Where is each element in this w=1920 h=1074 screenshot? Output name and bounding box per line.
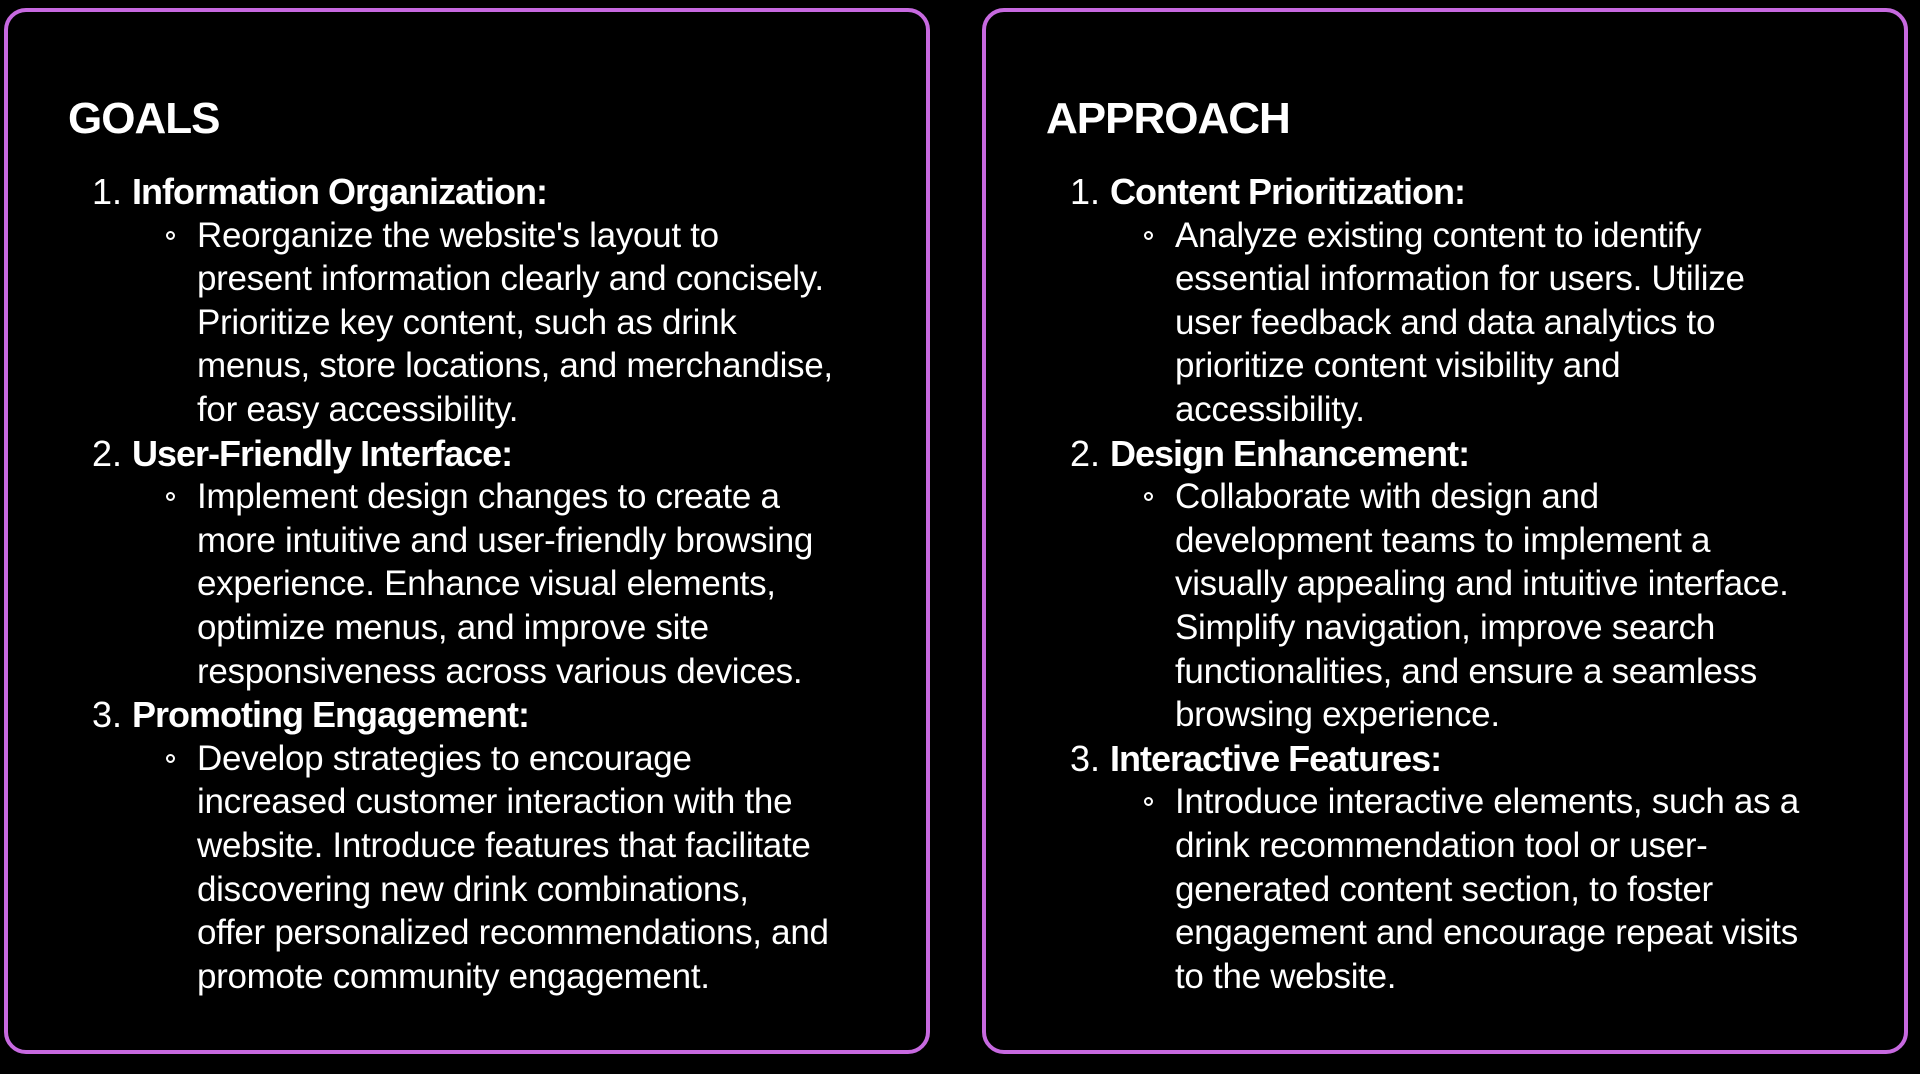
description-line: present information clearly and concisely. [197, 259, 824, 299]
item-description [197, 214, 896, 432]
goals-title: GOALS [68, 94, 220, 143]
description-line: drink recommendation tool or user- [1175, 825, 1708, 865]
description-line: promote community engagement. [197, 956, 710, 996]
item-heading: Content Prioritization: [1110, 171, 1465, 212]
description-line: Implement design changes to create a [197, 477, 780, 517]
item-description [1175, 475, 1874, 737]
approach-title: APPROACH [1046, 94, 1290, 143]
description-line: experience. Enhance visual elements, [197, 564, 776, 604]
description-line: Collaborate with design and [1175, 477, 1599, 517]
item-description [197, 737, 896, 999]
item-description [197, 475, 896, 693]
description-line: generated content section, to foster [1175, 869, 1713, 909]
item-heading: Promoting Engagement: [132, 694, 530, 736]
hollow-bullet-icon [1144, 797, 1153, 806]
description-line: browsing experience. [1175, 695, 1500, 735]
description-line: discovering new drink combinations, [197, 869, 749, 909]
description-line: Prioritize key content, such as drink [197, 302, 737, 342]
goals-list [92, 170, 896, 998]
approach-list [1070, 170, 1874, 998]
item-heading: Design Enhancement: [1110, 432, 1470, 474]
description-line: Introduce interactive elements, such as a [1175, 782, 1799, 822]
description-line: engagement and encourage repeat visits [1175, 913, 1798, 953]
description-line: to the website. [1175, 956, 1397, 996]
description-line: user feedback and data analytics to [1175, 302, 1716, 342]
hollow-bullet-icon [166, 492, 175, 501]
description-line: prioritize content visibility and [1175, 346, 1621, 386]
description-line: Analyze existing content to identify [1175, 215, 1702, 255]
goals-panel [4, 8, 930, 1054]
approach-panel [982, 8, 1908, 1054]
hollow-bullet-icon [166, 231, 175, 240]
item-description [1175, 780, 1874, 998]
description-line: Develop strategies to encourage [197, 738, 692, 778]
item-number: 3. [1070, 737, 1101, 779]
goals-item-3 [92, 693, 896, 998]
description-line: visually appealing and intuitive interface. [1175, 564, 1789, 604]
hollow-bullet-icon [166, 754, 175, 763]
description-line: accessibility. [1175, 389, 1365, 429]
description-line: development teams to implement a [1175, 520, 1711, 560]
item-heading: Information Organization: [132, 171, 547, 212]
item-number: 1. [92, 171, 123, 212]
description-line: increased customer interaction with the [197, 782, 793, 822]
approach-item-3 [1070, 737, 1874, 999]
hollow-bullet-icon [1144, 231, 1153, 240]
description-line: functionalities, and ensure a seamless [1175, 651, 1757, 691]
description-line: more intuitive and user-friendly browsing [197, 520, 814, 560]
description-line: for easy accessibility. [197, 389, 519, 429]
goals-item-1 [92, 170, 896, 432]
item-description [1175, 214, 1874, 432]
item-number: 3. [92, 694, 123, 736]
hollow-bullet-icon [1144, 492, 1153, 501]
item-heading: Interactive Features: [1110, 737, 1442, 779]
description-line: Reorganize the website's layout to [197, 215, 719, 255]
description-line: essential information for users. Utilize [1175, 259, 1745, 299]
description-line: menus, store locations, and merchandise, [197, 346, 833, 386]
approach-item-1 [1070, 170, 1874, 432]
approach-item-2 [1070, 432, 1874, 737]
description-line: Simplify navigation, improve search [1175, 607, 1716, 647]
item-number: 2. [92, 432, 123, 474]
description-line: responsiveness across various devices. [197, 651, 803, 691]
item-heading: User-Friendly Interface: [132, 432, 513, 474]
goals-item-2 [92, 432, 896, 694]
description-line: optimize menus, and improve site [197, 607, 709, 647]
description-line: website. Introduce features that facilitate [197, 825, 811, 865]
item-number: 1. [1070, 171, 1101, 212]
description-line: offer personalized recommendations, and [197, 913, 829, 953]
item-number: 2. [1070, 432, 1101, 474]
